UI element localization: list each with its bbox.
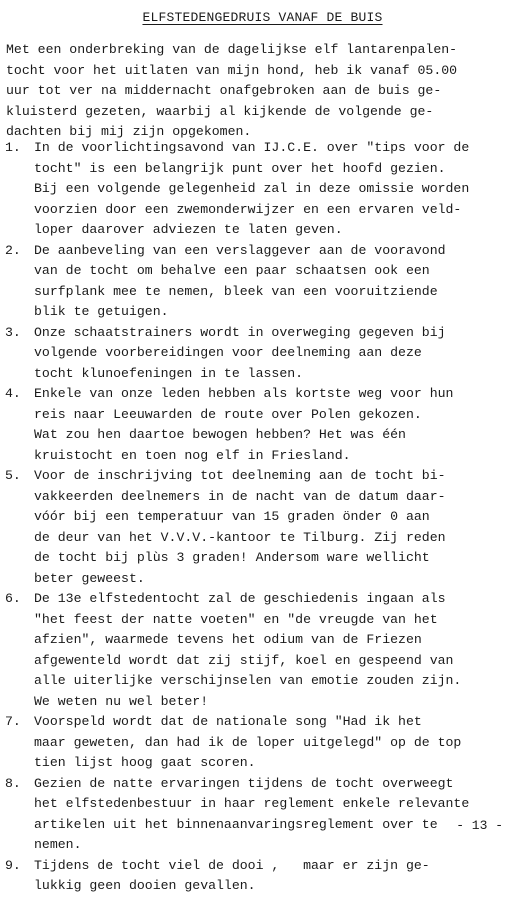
item-line: Voorspeld wordt dat de nationale song "Had ik het <box>34 714 422 729</box>
numbered-list <box>0 138 525 897</box>
item-line: De 13e elfstedentocht zal de geschiedenis ingaan als <box>34 591 446 606</box>
item-number: 2. <box>5 242 21 258</box>
item-line: beter geweest. <box>34 570 145 586</box>
item-line: afzien", waarmede tevens het odium van de Friezen <box>34 632 422 647</box>
list-item <box>0 712 525 774</box>
list-item <box>0 323 525 385</box>
item-line: Enkele van onze leden hebben als kortste weg voor hun <box>34 386 454 401</box>
item-line: vóór bij een temperatuur van 15 graden önder 0 aan <box>34 509 430 524</box>
item-line: nemen. <box>34 837 82 852</box>
item-line: blik te getuigen. <box>34 304 169 319</box>
list-item <box>0 774 525 856</box>
item-number: 9. <box>5 857 21 873</box>
document-title: ELFSTEDENGEDRUIS VANAF DE BUIS <box>142 10 383 25</box>
item-line: Onze schaatstrainers wordt in overweging gegeven bij <box>34 324 446 340</box>
item-line: alle uiterlijke verschijnselen van emotie zouden zijn. <box>34 673 462 688</box>
list-item <box>0 856 525 897</box>
intro-line: dachten bij mij zijn opgekomen. <box>6 124 252 139</box>
item-line: het elfstedenbestuur in haar reglement enkele relevante <box>34 796 470 811</box>
item-line: voorzien door een zwemonderwijzer en een ervaren veld- <box>34 201 462 217</box>
item-line: reis naar Leeuwarden de route over Polen gekozen. <box>34 406 422 422</box>
item-number: 6. <box>5 591 21 606</box>
item-line: de deur van het V.V.V.-kantoor te Tilburg. Zij reden <box>34 529 446 545</box>
item-line: De aanbeveling van een verslaggever aan de vooravond <box>34 242 446 258</box>
item-number: 3. <box>5 324 21 340</box>
item-number: 5. <box>5 468 21 483</box>
list-item <box>0 138 525 241</box>
item-line: tien lijst hoog gaat scoren. <box>34 755 256 770</box>
item-line: lukkig geen dooien gevallen. <box>34 878 256 893</box>
item-number: 4. <box>5 386 21 401</box>
list-item <box>0 466 525 589</box>
item-line: maar geweten, dan had ik de loper uitgelegd" op de top <box>34 734 462 750</box>
item-line: de tocht bij plùs 3 graden! Andersom ware wellicht <box>34 550 430 565</box>
item-line: Gezien de natte ervaringen tijdens de tocht overweegt <box>34 775 454 791</box>
list-item <box>0 241 525 323</box>
item-line: Bij een volgende gelegenheid zal in deze omissie worden <box>34 181 470 196</box>
item-line: vakkeerden deelnemers in de nacht van de datum daar- <box>34 488 446 504</box>
item-line: kruistocht en toen nog elf in Friesland. <box>34 447 351 463</box>
intro-line: tocht voor het uitlaten van mijn hond, heb ik vanaf 05.00 <box>6 62 458 78</box>
intro-line: Met een onderbreking van de dagelijkse elf lantarenpalen- <box>6 42 458 57</box>
item-line: tocht" is een belangrijk punt over het hoofd gezien. <box>34 160 446 176</box>
item-number: 7. <box>5 714 21 729</box>
item-line: van de tocht om behalve een paar schaatsen ook een <box>34 263 430 278</box>
item-line: loper daarover adviezen te laten geven. <box>34 222 343 237</box>
item-line: tocht klunoefeningen in te lassen. <box>34 365 304 381</box>
item-line: We weten nu wel beter! <box>34 693 209 709</box>
item-line: Tijdens de tocht viel de dooi , maar er zijn ge- <box>34 857 430 873</box>
item-line: afgewenteld wordt dat zij stijf, koel en gespeend van <box>34 652 454 668</box>
item-number: 1. <box>5 140 21 155</box>
intro-paragraph <box>6 40 516 143</box>
list-item <box>0 384 525 466</box>
intro-line: kluisterd gezeten, waarbij al kijkende de volgende ge- <box>6 103 434 119</box>
item-line: Voor de inschrijving tot deelneming aan de tocht bi- <box>34 468 446 483</box>
item-line: "het feest der natte voeten" en "de vreugde van het <box>34 611 438 627</box>
item-line: Wat zou hen daartoe bewogen hebben? Het was één <box>34 427 406 442</box>
list-item <box>0 589 525 712</box>
item-line: surfplank mee te nemen, bleek van een vooruitziende <box>34 283 438 299</box>
item-line: volgende voorbereidingen voor deelneming aan deze <box>34 345 422 360</box>
page-number: - 13 - <box>456 818 503 833</box>
item-line: artikelen uit het binnenaanvaringsreglement over te <box>34 816 438 832</box>
intro-line: uur tot ver na middernacht onafgebroken aan de buis ge- <box>6 83 442 98</box>
item-line: In de voorlichtingsavond van IJ.C.E. over "tips voor de <box>34 140 470 155</box>
item-number: 8. <box>5 775 21 791</box>
